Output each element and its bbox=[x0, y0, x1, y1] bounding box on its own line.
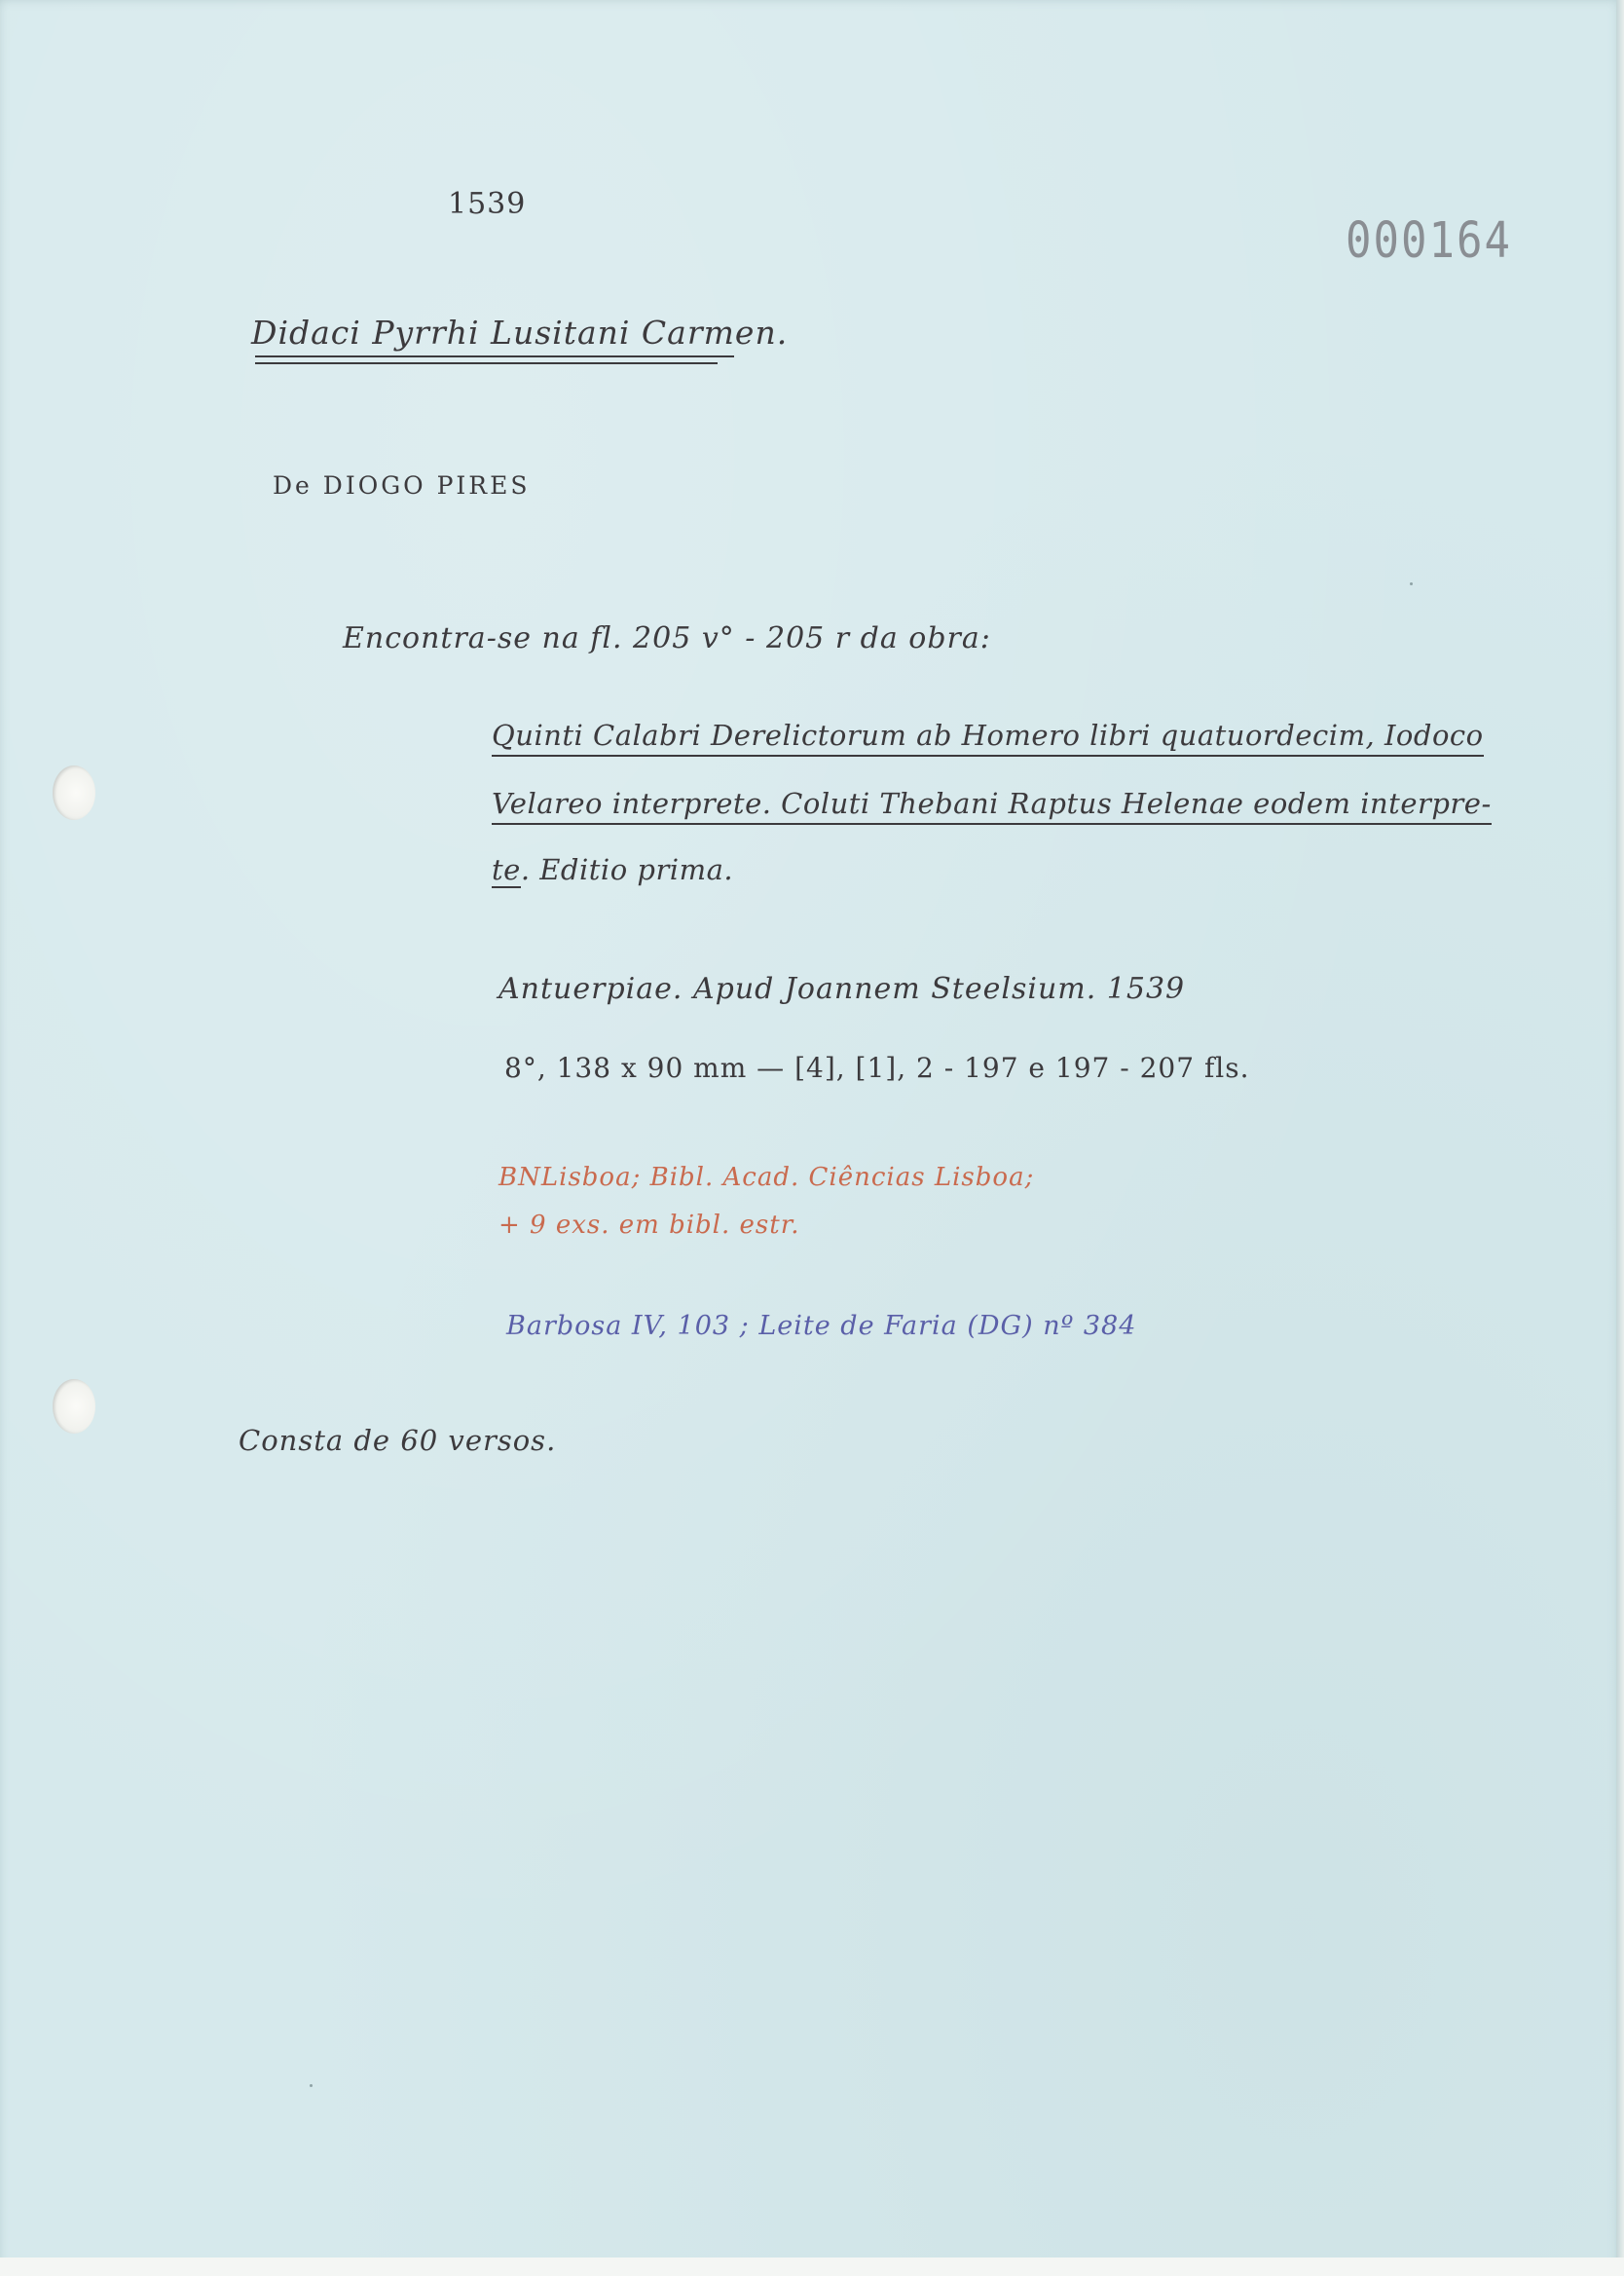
work-title-line-3-underlined: te bbox=[492, 853, 521, 886]
scan-bottom-margin bbox=[0, 2257, 1624, 2276]
references-line: Barbosa IV, 103 ; Leite de Faria (DG) nº 384 bbox=[506, 1311, 1137, 1341]
paper-speck bbox=[1410, 582, 1413, 585]
work-title-line-3-rest: . Editio prima. bbox=[520, 853, 734, 886]
paper-speck bbox=[310, 2084, 313, 2087]
title-double-underline bbox=[255, 362, 718, 364]
record-number-stamp: 000164 bbox=[1346, 212, 1512, 270]
punch-hole-bottom bbox=[53, 1379, 95, 1434]
sheet-right-edge bbox=[1616, 0, 1624, 2276]
imprint-line: Antuerpiae. Apud Joannem Steelsium. 1539 bbox=[498, 972, 1186, 1006]
work-title-line-2: Velareo interprete. Coluti Thebani Raptus Helenae eodem interpre- bbox=[492, 787, 1492, 825]
work-title-line-3 bbox=[492, 853, 733, 889]
work-title-line-1: Quinti Calabri Derelictorum ab Homero libri quatuordecim, Iodoco bbox=[492, 719, 1484, 757]
location-line: Encontra-se na fl. 205 v° - 205 r da obra: bbox=[343, 621, 991, 655]
punch-hole-top bbox=[53, 765, 95, 820]
record-title: Didaci Pyrrhi Lusitani Carmen. bbox=[251, 314, 789, 352]
holdings-line-2: + 9 exs. em bibl. estr. bbox=[498, 1211, 800, 1240]
format-line: 8°, 138 x 90 mm — [4], [1], 2 - 197 e 197 - 207 fls. bbox=[504, 1052, 1250, 1084]
title-underline bbox=[255, 355, 734, 357]
year-heading: 1539 bbox=[448, 187, 527, 221]
author-line: De DIOGO PIRES bbox=[273, 471, 531, 500]
holdings-line-1: BNLisboa; Bibl. Acad. Ciências Lisboa; bbox=[498, 1163, 1035, 1192]
note-line: Consta de 60 versos. bbox=[239, 1424, 557, 1457]
